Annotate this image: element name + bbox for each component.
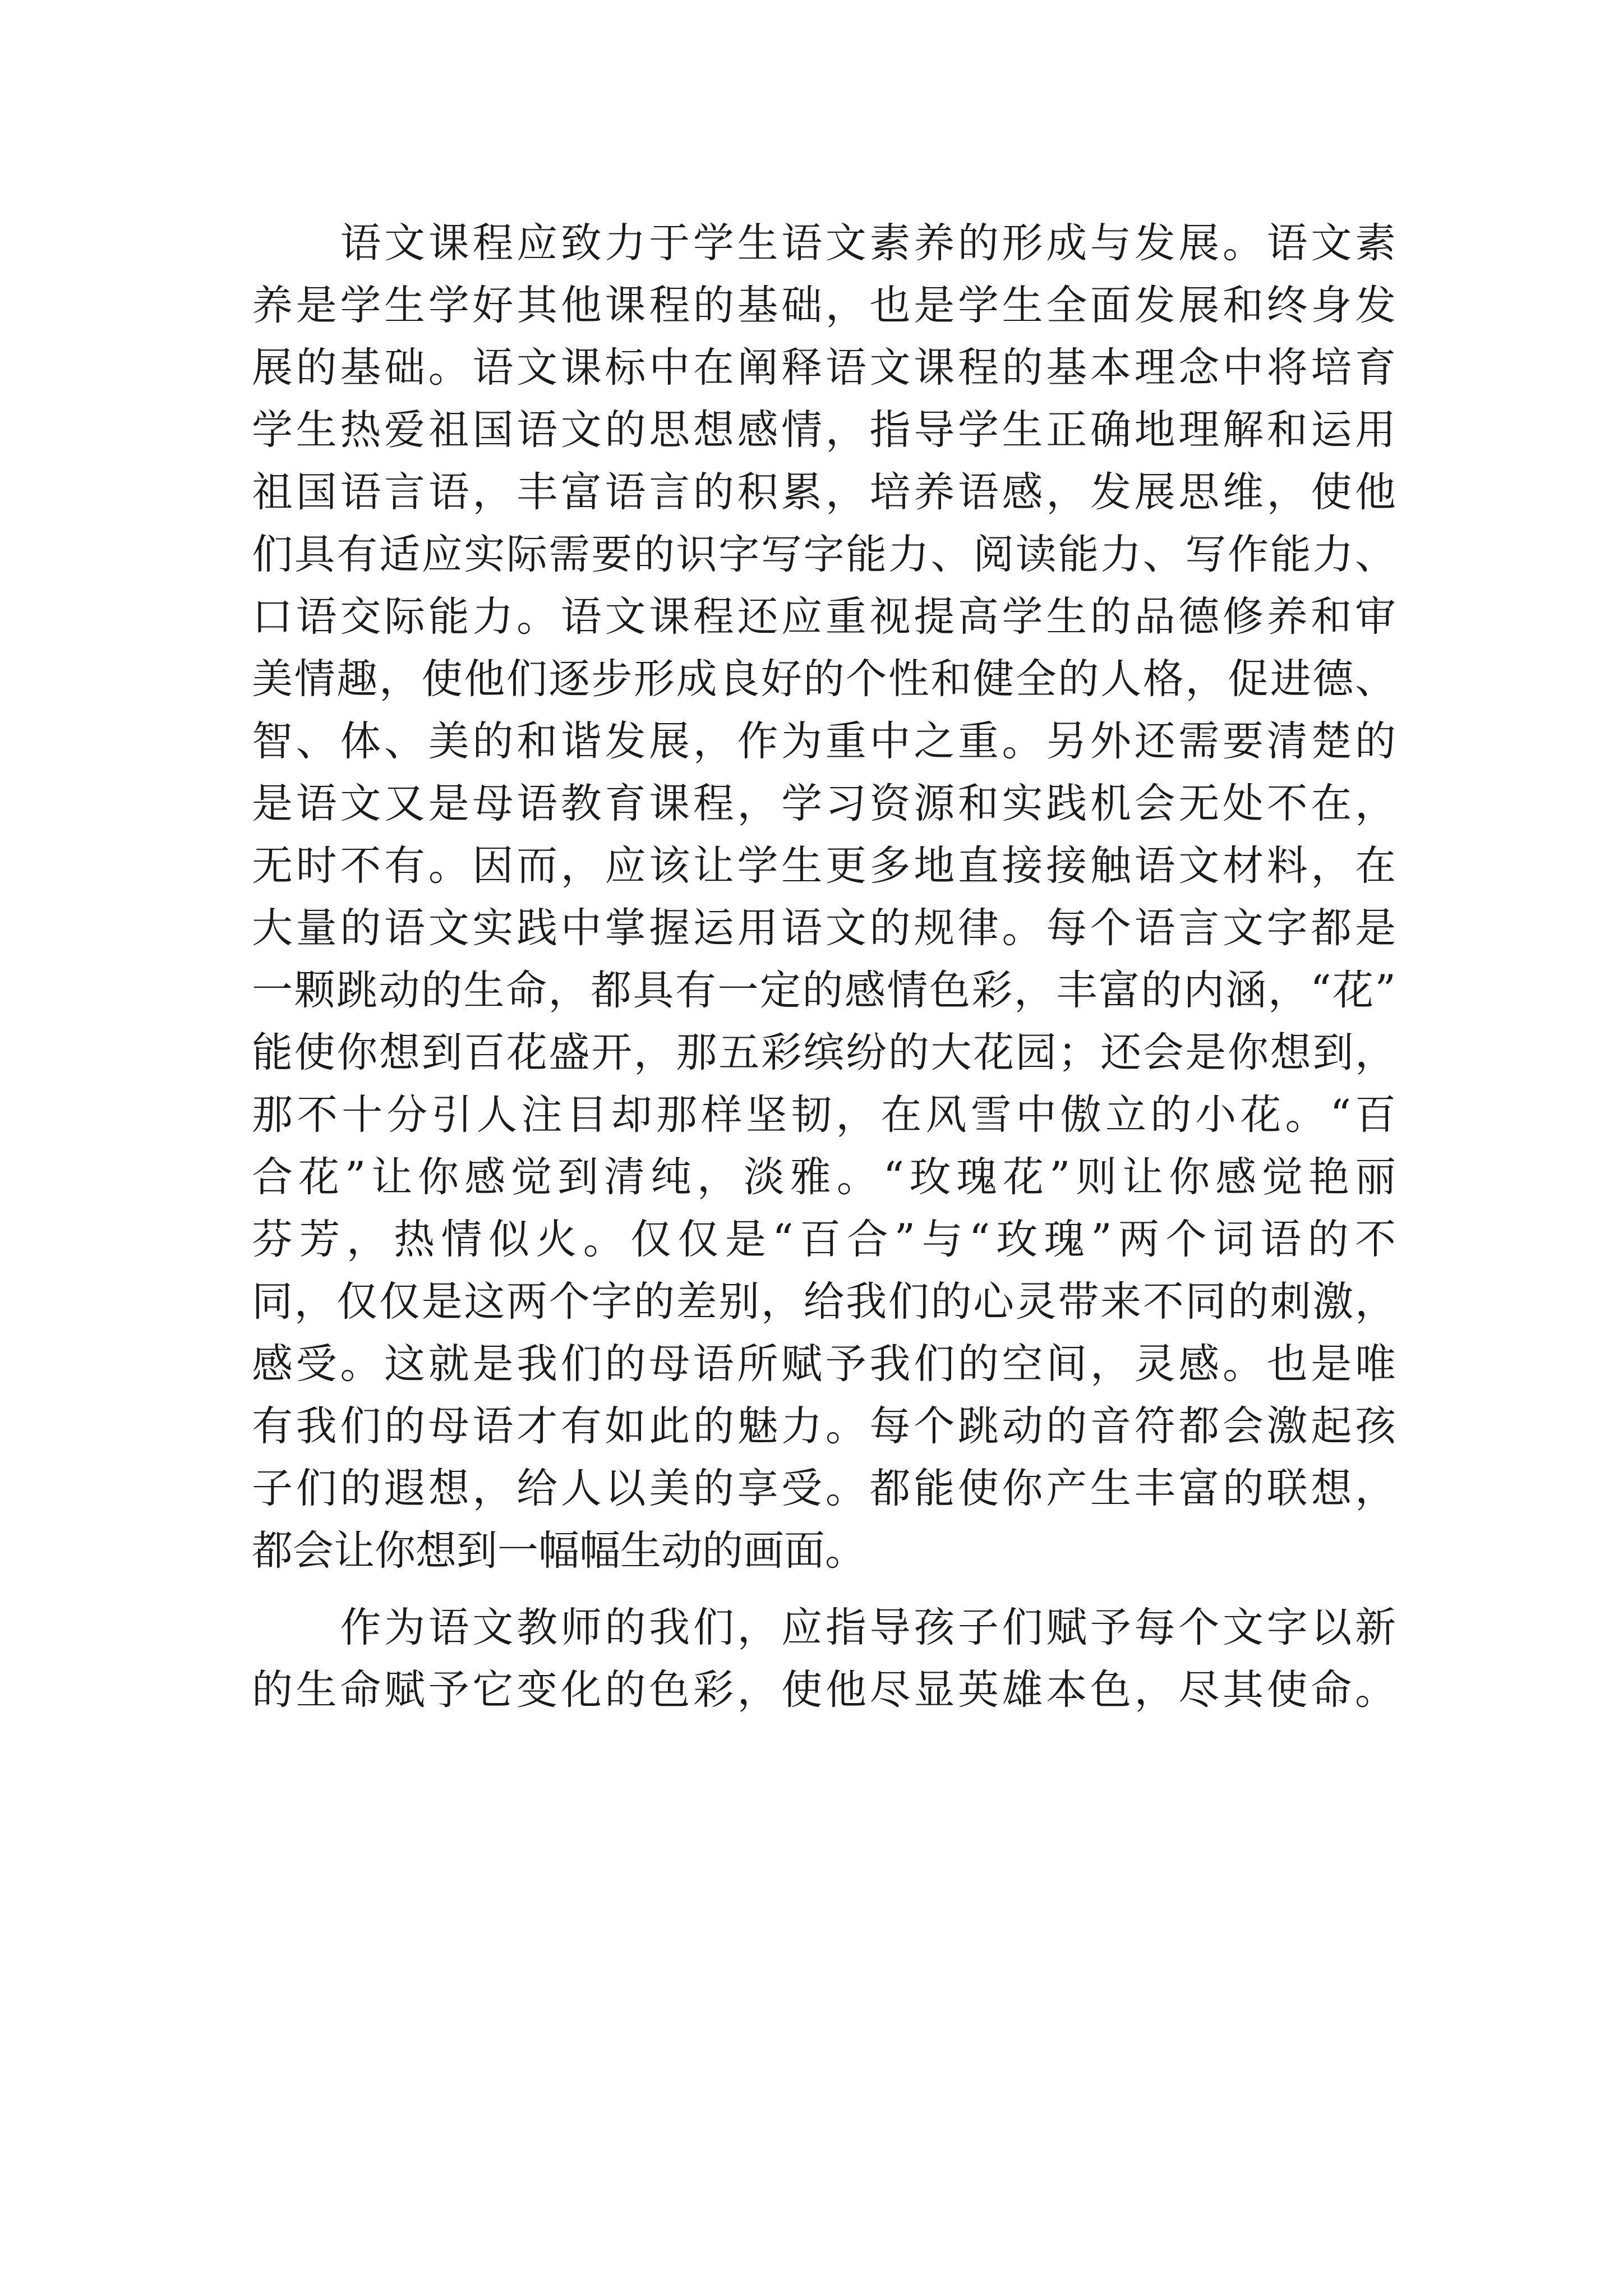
text-line: 美情趣，使他们逐步形成良好的个性和健全的人格，促进德、: [252, 655, 1396, 703]
text-line: 作为语文教师的我们，应指导孩子们赋予每个文字以新: [252, 1604, 1396, 1651]
paragraph-2: [252, 1596, 1396, 1721]
text-line: 养是学生学好其他课程的基础，也是学生全面发展和终身发: [252, 282, 1396, 329]
body-text: [252, 212, 1396, 1721]
text-line: 合花”让你感觉到清纯，淡雅。“玫瑰花”则让你感觉艳丽: [252, 1153, 1396, 1201]
text-line: 子们的遐想，给人以美的享受。都能使你产生丰富的联想，: [252, 1465, 1396, 1512]
text-line: 学生热爱祖国语文的思想感情，指导学生正确地理解和运用: [252, 406, 1396, 454]
paragraph-1: [252, 212, 1396, 1582]
text-line: 感受。这就是我们的母语所赋予我们的空间，灵感。也是唯: [252, 1340, 1396, 1388]
text-line: 的生命赋予它变化的色彩，使他尽显英雄本色，尽其使命。: [252, 1666, 1396, 1714]
text-line: 语文课程应致力于学生语文素养的形成与发展。语文素: [252, 219, 1396, 267]
text-line: 智、体、美的和谐发展，作为重中之重。另外还需要清楚的: [252, 717, 1396, 765]
text-line: 无时不有。因而，应该让学生更多地直接接触语文材料，在: [252, 842, 1396, 890]
text-line: 口语交际能力。语文课程还应重视提高学生的品德修养和审: [252, 593, 1396, 641]
text-line: 一颗跳动的生命，都具有一定的感情色彩，丰富的内涵，“花”: [252, 967, 1396, 1014]
text-line: 是语文又是母语教育课程，学习资源和实践机会无处不在，: [252, 780, 1396, 827]
text-line: 们具有适应实际需要的识字写字能力、阅读能力、写作能力、: [252, 531, 1396, 578]
text-line: 都会让你想到一幅幅生动的画面。: [252, 1527, 866, 1575]
text-line: 能使你想到百花盛开，那五彩缤纷的大花园；还会是你想到，: [252, 1029, 1396, 1076]
text-line: 大量的语文实践中掌握运用语文的规律。每个语言文字都是: [252, 904, 1396, 952]
text-line: 芬芳，热情似火。仅仅是“百合”与“玫瑰”两个词语的不: [252, 1216, 1396, 1263]
text-line: 那不十分引人注目却那样坚韧，在风雪中傲立的小花。“百: [252, 1091, 1396, 1139]
text-line: 有我们的母语才有如此的魅力。每个跳动的音符都会激起孩: [252, 1402, 1396, 1450]
text-line: 展的基础。语文课标中在阐释语文课程的基本理念中将培育: [252, 344, 1396, 392]
text-line: 同，仅仅是这两个字的差别，给我们的心灵带来不同的刺激，: [252, 1278, 1396, 1326]
paragraph-spacer: [252, 1582, 1396, 1596]
text-line: 祖国语言语，丰富语言的积累，培养语感，发展思维，使他: [252, 468, 1396, 516]
